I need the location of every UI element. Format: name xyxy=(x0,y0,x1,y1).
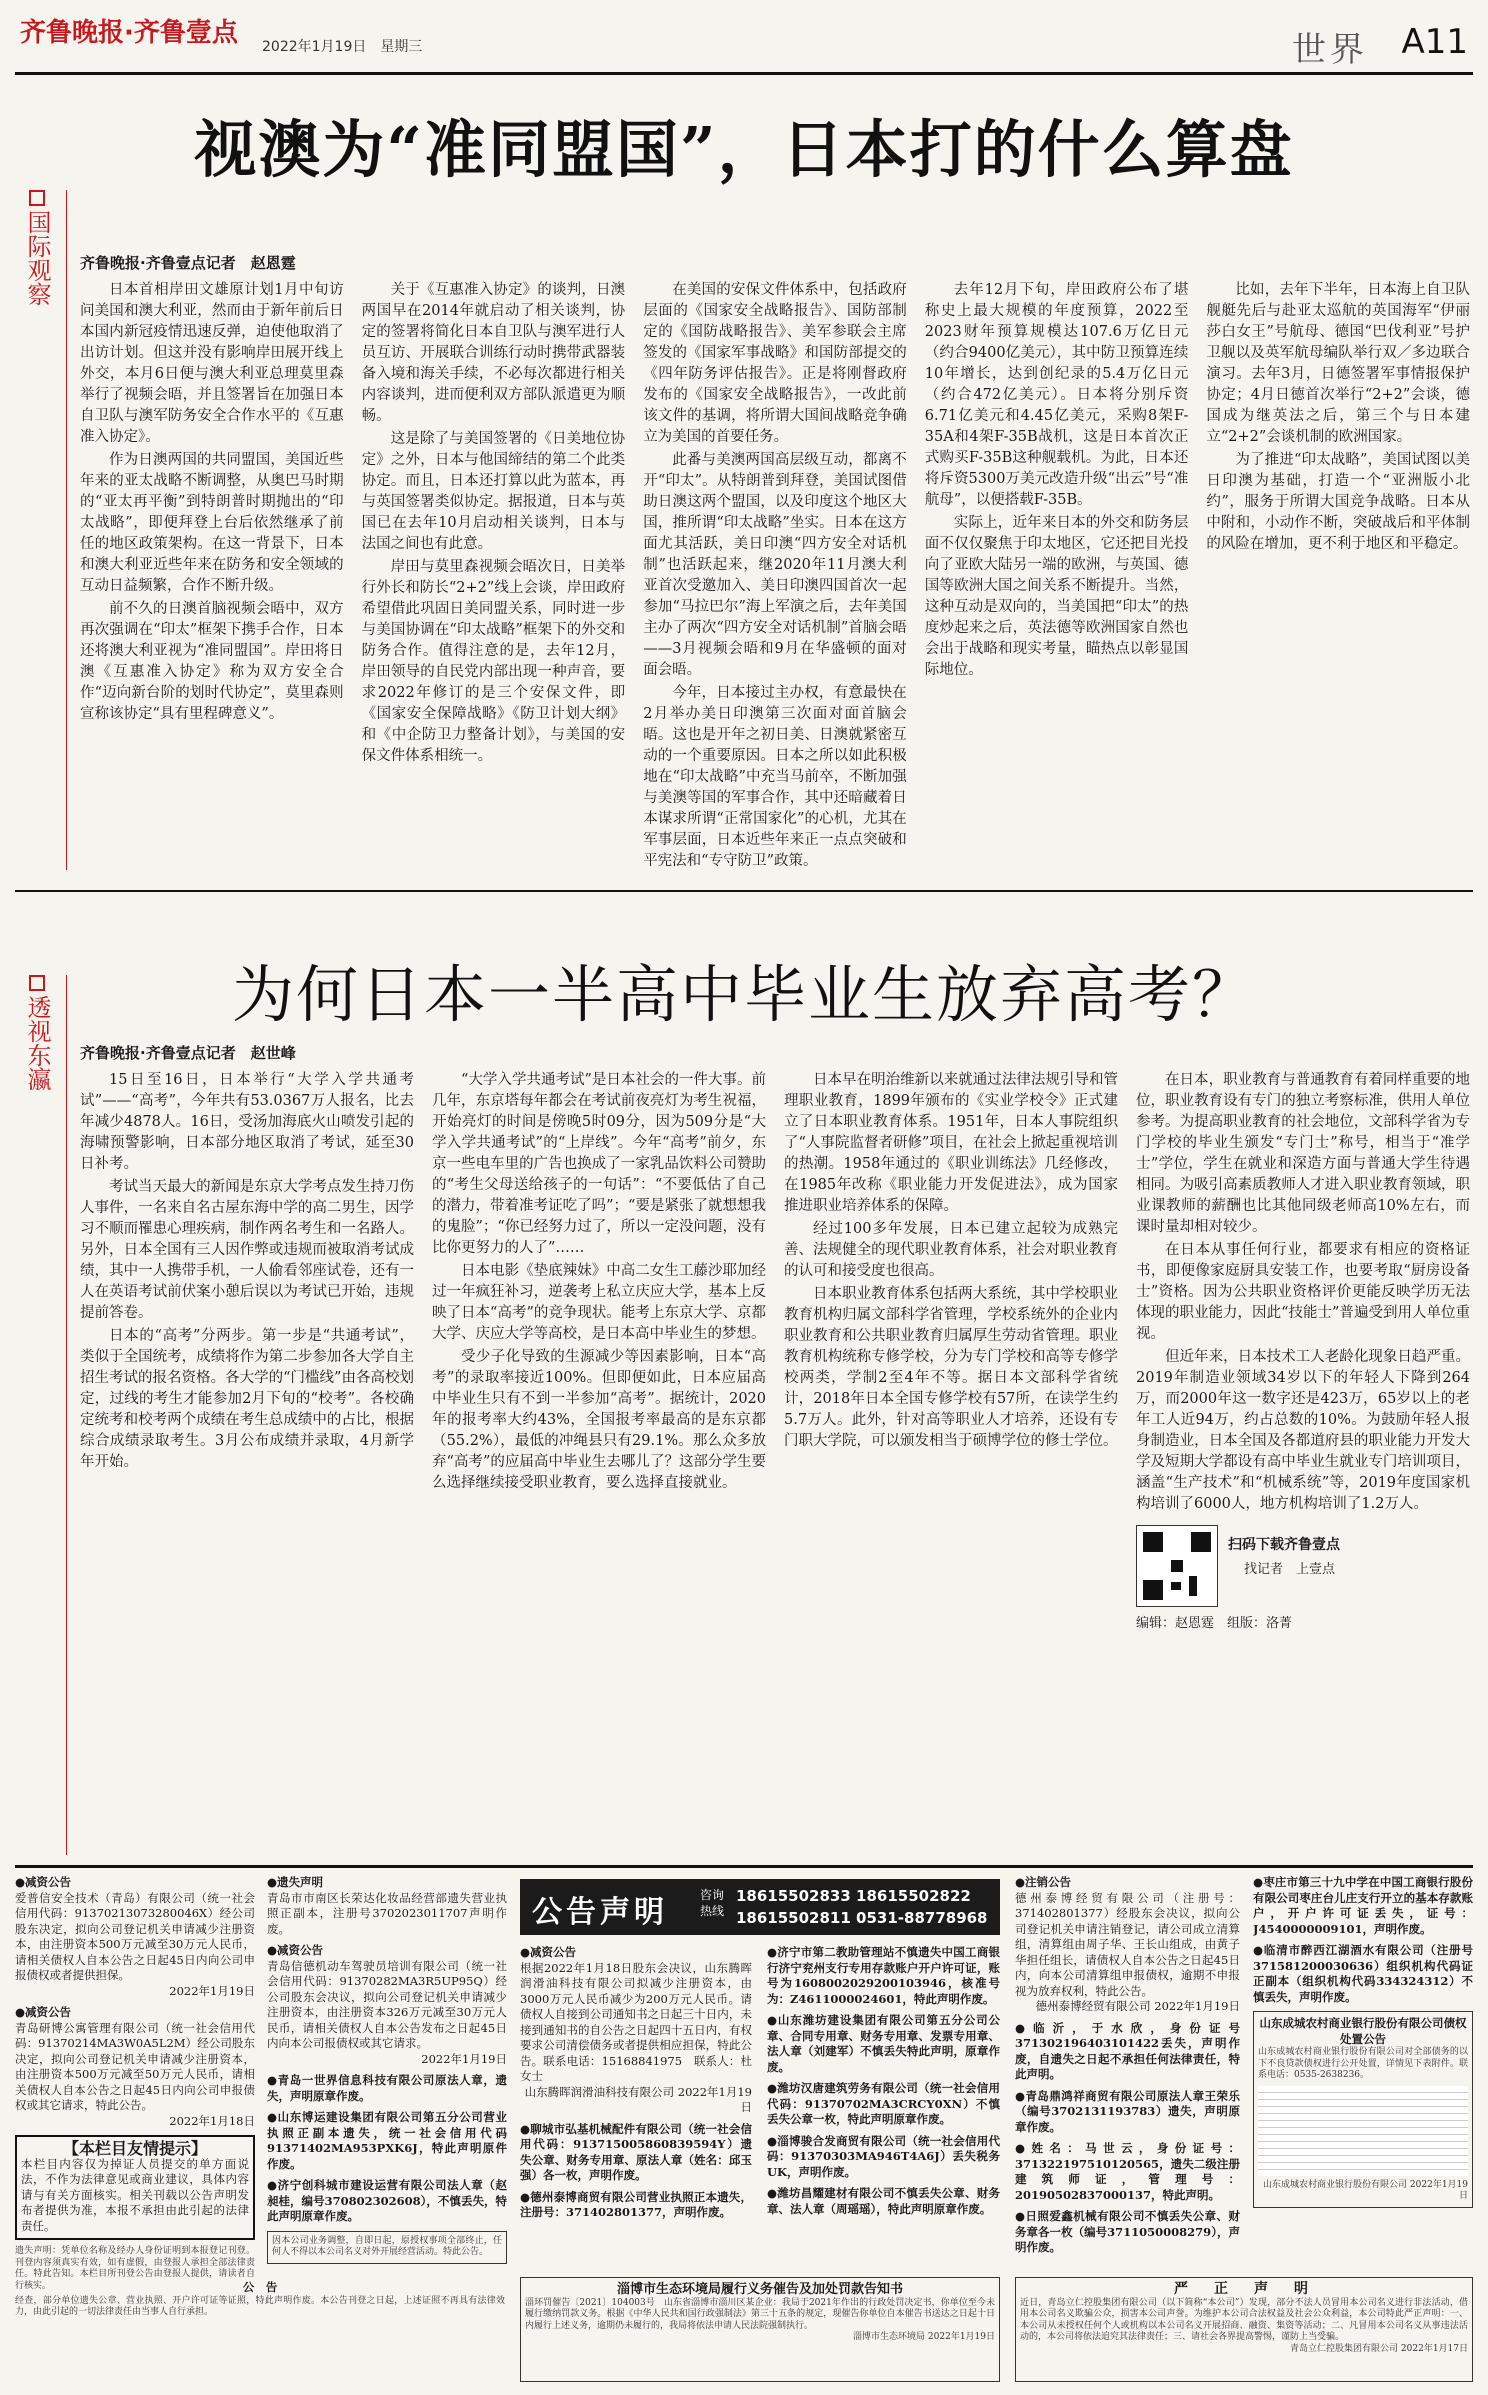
article1-byline: 齐鲁晚报·齐鲁壹点记者 赵恩霆 xyxy=(80,254,296,272)
article1-col-5 xyxy=(1206,280,1470,880)
paragraph: 日本的“高考”分两步。第一步是“共通考试”，类似于全国统考，成绩将作为第二步参加各大学自主招生考试的报名资格。各大学的“门槛线”由各高校划定，过线的考生才能参加2月下旬的“校考”。各校确定统考和校考两个成绩在考生总成绩中的占比，根据综合成绩录取考生。3月公布成绩并录取，4月新学年开始。 xyxy=(80,1328,414,1470)
qr-block xyxy=(1136,1521,1470,1631)
issue-date: 2022年1月19日 星期三 xyxy=(262,39,423,55)
lost-notices: 公 告 经查，部分单位遗失公章、营业执照、开户许可证等证照，特此声明作废。本公告刊登之日起，上述证照不再具有法律效力，由此引起的一切法律责任由当事人自行承担。 xyxy=(15,2280,505,2317)
qr-caption: 扫码下载齐鲁壹点 xyxy=(1228,1537,1340,1553)
notice: ●淄博骏合发商贸有限公司（统一社会信用代码：91370303MA946T4A6J）丢失税务UK，声明作废。 xyxy=(767,2133,1000,2179)
article2-tag: 透视东瀛 xyxy=(20,975,54,1091)
tag-square-icon xyxy=(29,975,45,991)
notice: ●姓名：马世云，身份证号：371322197510120565，遗失二级注册建筑师证，管理号：20190502837000137，特此声明。 xyxy=(1015,2141,1240,2202)
paragraph: 在日本从事任何行业，都要求有相应的资格证书，即便像家庭厨具安装工作，也要考取“厨房设备士”资格。因为公共职业资格评价更能反映学历无法体现的职业能力，因此“技能士”普遍受到用人单位重视。 xyxy=(1136,1242,1470,1342)
paragraph: 这是除了与美国签署的《日美地位协定》之外，日本与他国缔结的第二个此类协定。而且，日本还打算以此为蓝本，再与英国签署类似协定。据报道，日本与英国已在去年10月启动相关谈判，日本与法国之间也有此意。 xyxy=(361,431,626,552)
article-separator xyxy=(15,890,1473,892)
paragraph: 作为日澳两国的共同盟国，美国近些年来的亚太战略不断调整，从奥巴马时期的“亚太再平衡”到特朗普时期抛出的“印太战略”，即便拜登上台后依然继承了前任的地区政策架构。在这一背景下，日本和澳大利亚近些年来在防务和安全领域的互动日益频繁，合作不断升级。 xyxy=(80,452,344,594)
notice: ●注销公告 德州泰博经贸有限公司（注册号：371402801377）经股东会决议，拟向公司登记机关申请注销登记，请公司成立清算组，清算组由周子华、王长山组成，由黄子华担任组长，请债权人自本公告之日起45日内，向本公司清算组申报债权，逾期不申报视为放弃权利，特此公告。 德州泰博经贸有限公司 2022年1月19日 xyxy=(1015,1875,1240,2013)
paragraph: 在美国的安保文件体系中，包括政府层面的《国家安全战略报告》、国防部制定的《国防战略报告》、美军参联会主席签发的《国家军事战略》和国防部提交的《四年防务评估报告》。正是将刚督政府发布的《国家安全战略报告》，一改此前该文件的基调，将所谓大国间战略竞争确立为美国的首要任务。 xyxy=(643,282,907,445)
paragraph: 比如，去年下半年，日本海上自卫队舰艇先后与赴亚太巡航的英国海军“伊丽莎白女王”号航母、德国“巴伐利亚”号护卫舰以及英军航母编队举行双／多边联合演习。去年3月，日德签署军事情报保护协定；4月日德首次举行“2+2”会谈，德国成为继英法之后，第三个与日本建立“2+2”会谈机制的欧洲国家。 xyxy=(1206,282,1470,445)
article2-byline: 齐鲁晚报·齐鲁壹点记者 赵世峰 xyxy=(80,1044,296,1062)
notice: ●遗失声明 青岛市市南区长荣达化妆品经营部遗失营业执照正副本，注册号3702023011707声明作废。 xyxy=(267,1875,507,1936)
notice: ●减资公告 青岛信德机动车驾驶员培训有限公司（统一社会信用代码：91370282MA3R5UP95Q）经公司股东会决议，拟向公司登记机关申请减少注册资本，由注册资本326万元减至30万元人民币，请相关债权人自本公告发布之日起45日内向本公司报债权或其它请求。 2022年1月19日 xyxy=(267,1943,507,2066)
notice: ●潍坊汉唐建筑劳务有限公司（统一社会信用代码：91370702MA3CRCY0XN）不慎丢失公章一枚，特此声明原章作废。 xyxy=(767,2081,1000,2126)
banner-label: 咨询 热线 xyxy=(700,1888,725,1918)
tag-square-icon xyxy=(29,190,45,206)
notices-col-4 xyxy=(767,1945,1000,2270)
page-number: A11 xyxy=(1401,22,1468,62)
bank-notice: 山东成城农村商业银行股份有限公司债权处置公告 山东成城农村商业银行股份有限公司对全部债务的以下不良贷款债权进行公开处置，详情见下表附件。联系电话：0535-2638236。 山东成城农村商业银行股份有限公司 2022年1月19日 xyxy=(1253,2011,1473,2208)
notice: ●山东潍坊建设集团有限公司第五分公司公章、合同专用章、财务专用章、发票专用章、法人章（刘建军）不慎丢失特此声明，原章作废。 xyxy=(767,2013,1000,2074)
paragraph: 为了推进“印太战略”，美国试图以美日印澳为基础，打造一个“亚洲版小北约”，服务于所谓大国竞争战略。日本从中附和，小动作不断，突破战后和平体制的风险在增加，更不利于地区和平稳定。 xyxy=(1206,452,1470,552)
section-name: 世界 xyxy=(1292,30,1368,70)
masthead-rule xyxy=(15,72,1473,75)
paragraph: 前不久的日澳首脑视频会晤中，双方再次强调在“印太”框架下携手合作，日本还将澳大利亚视为“准同盟国”。岸田将日澳《互惠准入协定》称为双方安全合作“迈向新台阶的划时代协定”，莫里森则宣称该协定“具有里程碑意义”。 xyxy=(80,601,344,722)
paragraph: 实际上，近年来日本的外交和防务层面不仅仅聚焦于印太地区，它还把目光投向了亚欧大陆另一端的欧洲，与英国、德国等欧洲大国之间关系不断提升。当然，这种互动是双向的，当美国把“印太”的热度炒起来之后，英法德等欧洲国家自然也会出于战略和现实考量，瞄热点以彰显国际地位。 xyxy=(924,515,1189,678)
ads-separator xyxy=(15,1865,1473,1868)
notice: ●聊城市弘基机械配件有限公司（统一社会信用代码：913715005860839594Y）遗失公章、财务专用章、原法人章（姓名：邱玉强）各一枚，声明作废。 xyxy=(520,2121,752,2182)
article2-headline: 为何日本一半高中毕业生放弃高考？ xyxy=(231,958,1256,1031)
paragraph: 去年12月下旬，岸田政府公布了堪称史上最大规模的年度预算，2022至2023财年预算规模达107.6万亿日元（约合9400亿美元），其中防卫预算连续10年增长，达到创纪录的5.4万亿日元（约合472亿美元）。日本将分别斥资6.71亿美元和4.45亿美元，采购8架F-35A和4架F-35B战机，这是日本首次正式购买F-35B这种舰载机。为此，日本还将斥资5300万美元改造升级“出云”号“准航母”，以便搭载F-35B。 xyxy=(924,282,1189,508)
article1-tag: 国际观察 xyxy=(20,190,54,306)
paragraph: 今年，日本接过主办权，有意最快在2月举办美日印澳第三次面对面首脑会晤。这也是开年之初日美、日澳就紧密互动的一个重要原因。日本之所以如此积极地在“印太战略”中充当马前卒，不断加强与美澳等国的军事合作，其中还暗藏着日本谋求所谓“正常国家化”的心机，尤其在军事层面，日本近些年来正一点点突破和平宪法和“专守防卫”政策。 xyxy=(643,685,907,869)
tag-line xyxy=(66,975,67,1855)
notice: ●济宁市第二教助管理站不慎遗失中国工商银行济宁兖州支行专用存款账户开户许可证，账号为1608002029200103946，核准号为：Z4611000024601，特此声明作废。 xyxy=(767,1945,1000,2006)
paragraph: 考试当天最大的新闻是东京大学考点发生持刀伤人事件，一名来自名古屋东海中学的高二男生，因学习不顺而罹患心理疾病，制作两名考生和一名路人。另外，日本全国有三人因作弊或违规而被取消考试成绩，其中一人携带手机，一人偷看邻座试卷，还有一人在英语考试前伏案小憩后误以为考试已开始，违规提前答卷。 xyxy=(80,1179,414,1321)
solemn-statement: 严 正 声 明 近日，青岛立仁控股集团有限公司（以下简称“本公司”）发现，部分不法人员冒用本公司名义进行非法活动，借用本公司名义欺骗公众，损害本公司声誉。为维护本公司合法权益及社会公众利益，本公司特此严正声明：一、本公司从未授权任何个人或机构以本公司名义开展招商、融资、集资等活动；二、凡冒用本公司名义从事违法活动的，本公司将依法追究其法律责任；三、请社会各界提高警惕，谨防上当受骗。 青岛立仁控股集团有限公司 2022年1月17日 xyxy=(1015,2277,1473,2382)
friendly-reminder-box: 【本栏目友情提示】 本栏目内容仅为掉证人员提交的单方面说法，不作为法律意见或商业建议，具体内容请与有关方面核实。相关刊载以公告声明发布者提供为准，本报不承担由此引起的法律责任。 xyxy=(15,2135,255,2240)
notice: ●青岛鼎鸿祥商贸有限公司原法人章王荣乐（编号3702131193783）遗失，声明原章作废。 xyxy=(1015,2088,1240,2134)
notice: ●青岛一世界信息科技有限公司原法人章，遗失，声明原章作废。 xyxy=(267,2073,507,2103)
notice: ●济宁创科城市建设运营有限公司法人章（赵昶桂，编号370802302608），不慎丢失，特此声明原章作废。 xyxy=(267,2178,507,2223)
paragraph: 日本职业教育体系包括两大系统，其中学校职业教育机构归属文部科学省管理，学校系统外的企业内职业教育和公共职业教育归属厚生劳动省管理。职业教育机构统称专修学校，分为专门学校和高等专修学校两类，学制2至4年不等。据日本文部科学省统计，2018年日本全国专修学校有57所，在读学生约5.7万人。此外，针对高等职业人才培养，还设有专门职大学院，可以颁发相当于硕博学位的修士学位。 xyxy=(784,1286,1118,1449)
notice: ●减资公告 青岛研博公寓管理有限公司（统一社会信用代码：91370214MA3W0A5L2M）经公司股东决定，拟向公司登记机关申请减少注册资本，由注册资本500万元减至50万元人民币，请相关债权人自本公告之日起45日内向公司申报债权或其它请求，特此公告。 2022年1月18日 xyxy=(15,2005,255,2128)
notices-col-5 xyxy=(1015,1875,1240,2270)
editors-line: 编辑：赵恩霆 组版：洛菁 xyxy=(1136,1616,1293,1631)
paragraph: 但近年来，日本技术工人老龄化现象日趋严重。2019年制造业领域34岁以下的年轻人下降到264万，而2000年这一数字还是423万，65岁以上的老年工人近94万，约占总数的10%。为鼓励年轻人报身制造业，日本全国及各都道府县的职业能力开发大学及短期大学都设有高中毕业生就业专门培训项目，涵盖“生产技术”和“机械系统”等，2019年度国家机构培训了6000人，地方机构培训了1.2万人。 xyxy=(1136,1349,1470,1512)
notice: ●临沂，于水欣，身份证号371302196403101422丢失，声明作废，自遗失之日起不承担任何法律责任，特此声明。 xyxy=(1015,2020,1240,2081)
article1-body xyxy=(80,280,1470,880)
notice: ●山东博运建设集团有限公司第五分公司营业执照正副本遗失，统一社会信用代码91371402MA953PXK6J，特此声明原件作废。 xyxy=(267,2110,507,2171)
notice: ●日照爱鑫机械有限公司不慎丢失公章、财务章各一枚（编号3711050008279），声明作废。 xyxy=(1015,2209,1240,2254)
banner-phones: 18615502833 18615502822 18615502811 0531-88778968 xyxy=(736,1887,988,1927)
misc-notice-right: 因本公司业务调整，自即日起，原授权事项全部终止，任何人不得以本公司名义对外开展经营活动。特此公告。 xyxy=(267,2231,507,2264)
paragraph: 此番与美澳两国高层级互动，都离不开“印太”。从特朗普到拜登，美国试图借助日澳这两个盟国，以及印度这个地区大国，推所谓“印太战略”坐实。日本在这方面尤其活跃，美日印澳“四方安全对话机制”也活跃起来，继2020年11月澳大利亚首次受邀加入、美日印澳四国首次一起参加“马拉巴尔”海上军演之后，去年美国主办了两次“四方安全对话机制”首脑会晤——3月视频会晤和9月在华盛顿的面对面会晤。 xyxy=(643,452,907,678)
notices-col-6 xyxy=(1253,1875,1473,2270)
ads-banner xyxy=(520,1879,1000,1935)
article1-col-2 xyxy=(362,280,626,880)
zibo-notice: 淄博市生态环境局履行义务催告及加处罚款告知书 淄环罚催告〔2021〕104003号 山东省淄博市淄川区某企业：我局于2021年作出的行政处罚决定书，你单位至今未履行缴纳罚款义务。根据《中华人民共和国行政强制法》第三十五条的规定，现催告你单位自本催告书送达之日起十日内履行上述义务，逾期仍未履行的，我局将依法申请人民法院强制执行。 淄博市生态环境局 2022年1月19日 xyxy=(520,2277,1000,2382)
article1-col-4 xyxy=(925,280,1189,880)
tag-line xyxy=(66,190,67,870)
notice: ●枣庄市第三十九中学在中国工商银行股份有限公司枣庄台儿庄支行开立的基本存款账户，开户许可证丢失，证号：J4540000009101，声明作废。 xyxy=(1253,1875,1473,1936)
notices-section xyxy=(15,1875,1473,2383)
paragraph: 岸田与莫里森视频会晤次日，日美举行外长和防长“2+2”线上会谈，岸田政府希望借此巩固日美同盟关系，同时进一步与美国协调在“印太战略”框架下的外交和防务合作。值得注意的是，去年12月，岸田领导的自民党内部出现一种声音，要求2022年修订的是三个安保文件，即《国家安全保障战略》《防卫计划大纲》和《中企防卫力整备计划》，与美国的安保文件体系相统一。 xyxy=(361,559,626,764)
paragraph: 15日至16日，日本举行“大学入学共通考试”——“高考”，今年共有53.0367万人报名，比去年减少4878人。16日，受汤加海底火山喷发引起的海啸预警影响，日本部分地区取消了考试，延至30日补考。 xyxy=(80,1072,414,1172)
notice: ●潍坊昌耀建材有限公司不慎丢失公章、财务章、法人章（周瑶瑶），特此声明原章作废。 xyxy=(767,2186,1000,2216)
paragraph: 经过100多年发展，日本已建立起较为成熟完善、法规健全的现代职业教育体系，社会对职业教育的认可和接受度也很高。 xyxy=(784,1221,1118,1279)
qr-subcaption: 找记者 上壹点 xyxy=(1244,1562,1336,1577)
paragraph: 日本首相岸田文雄原计划1月中旬访问美国和澳大利亚，然而由于新年前后日本国内新冠疫情迅速反弹，迫使他取消了出访计划。但这并没有影响岸田展开线上外交，本月6日便与澳大利亚总理莫里森举行了视频会晤，并且签署旨在加强日本自卫队与澳军防务安全合作水平的《互惠准入协定》。 xyxy=(80,282,344,445)
notice: ●临清市醉西江湖酒水有限公司（注册号371581200030636）组织机构代码证正副本（组织机构代码334324312）不慎丢失，声明作废。 xyxy=(1253,1943,1473,2004)
paragraph: 受少子化导致的生源减少等因素影响，日本“高考”的录取率接近100%。但即便如此，日本应届高中毕业生只有不到一半参加“高考”。据统计，2020年的报考率大约43%，全国报考率最高的是东京都（55.2%），最低的冲绳县只有29.1%。那么众多放弃“高考”的应届高中毕业生去哪儿了？这部分学生要么选择继续接受职业教育，要么选择直接就业。 xyxy=(432,1349,766,1491)
newspaper-logo: 齐鲁晚报·齐鲁壹点 xyxy=(20,18,238,48)
article1-col-3 xyxy=(643,280,907,880)
bank-table xyxy=(1258,2086,1468,2176)
misc-notice-left: 遗失声明：凭单位名称及经办人身份证明到本报登记刊登。刊登内容须真实有效，如有虚假，由登报人承担全部法律责任。特此告知。本栏目所刊登公告由登报人提供，请读者自行核实。 xyxy=(15,2246,255,2291)
notice: ●德州泰博商贸有限公司营业执照正本遗失，注册号：371402801377，声明作废。 xyxy=(520,2189,752,2219)
paragraph: 日本早在明治维新以来就通过法律法规引导和管理职业教育，1899年颁布的《实业学校令》正式建立了日本职业教育体系。1951年，日本人事院组织了“人事院监督者研修”项目，在社会上掀起重视培训的热潮。1958年通过的《职业训练法》几经修改，在1985年改称《职业能力开发促进法》，成为国家推进职业培养体系的保障。 xyxy=(784,1072,1118,1214)
paragraph: “大学入学共通考试”是日本社会的一件大事。前几年，东京塔每年都会在考试前夜亮灯为考生祝福，开始亮灯的时间是傍晚5时09分，因为509分是“大学入学共通考试”的“上岸线”。今年“高考”前夕，东京一些电车里的广告也换成了一家乳品饮料公司赞助的“考生父母送给孩子的一句话”：“不要低估了自己的潜力，带着准考证吃了吗”；“要是紧张了就想想我的鬼脸”；“你已经努力过了，所以一定没问题，没有比你更努力的人了”…… xyxy=(432,1072,766,1256)
qr-code-icon[interactable] xyxy=(1136,1525,1218,1607)
article1-headline: 视澳为“准同盟国”，日本打的什么算盘 xyxy=(194,113,1294,186)
masthead xyxy=(0,0,1488,70)
paragraph: 关于《互惠准入协定》的谈判，日澳两国早在2014年就启动了相关谈判，协定的签署将简化日本自卫队与澳军进行人员互访、开展联合训练行动时携带武器装备入境和海关手续，不必每次都进行相关内容谈判，进而便利双方部队派遣更为顺畅。 xyxy=(361,282,626,424)
article2-col-4 xyxy=(1136,1070,1470,1860)
paragraph: 在日本，职业教育与普通教育有着同样重要的地位，职业教育设有专门的独立考察标准，供用人单位参考。为提高职业教育的社会地位，文部科学省为专门学校的毕业生颁发“专门士”称号，相当于“准学士”学位，学生在就业和深造方面与普通大学生待遇相同。为吸引高素质教师人才进入职业教育领域，职业课教师的薪酬也比其他同级老师高10%左右，而课时量却相对较少。 xyxy=(1136,1072,1470,1235)
article1-col-1 xyxy=(80,280,344,880)
paragraph: 日本电影《垫底辣妹》中高二女生工藤沙耶加经过一年疯狂补习，逆袭考上私立庆应大学，基本上反映了日本“高考”的竞争现状。能考上东京大学、京都大学、庆应大学等高校，是日本高中毕业生的梦想。 xyxy=(432,1263,766,1342)
article2-col-3 xyxy=(784,1070,1118,1860)
article2-col-1 xyxy=(80,1070,414,1860)
article2-body xyxy=(80,1070,1470,1860)
banner-title: 公告声明 xyxy=(532,1895,668,1930)
notice: ●减资公告 根据2022年1月18日股东会决议，山东腾晖润滑油科技有限公司拟减少注册资本，由3000万元人民币减少为200万元人民币。请债权人自接到公司通知书之日起三十日内，未接到通知书的自公告之日起四十五日内，有权要求公司清偿债务或者提供相应担保，特此公告。联系电话：15168841975 联系人：杜女士 山东腾晖润滑油科技有限公司 2022年1月19日 xyxy=(520,1945,752,2114)
article2-col-2 xyxy=(432,1070,766,1860)
notices-col-3 xyxy=(520,1945,752,2270)
notice: ●减资公告 爱普信安全技术（青岛）有限公司（统一社会信用代码：91370213073280046X）经公司股东决定，拟向公司登记机关申请减少注册资本，由注册资本500万元减至30万元人民币，请相关债权人自本公告之日起45日内向公司申报债权或者提供担保。 2022年1月19日 xyxy=(15,1875,255,1998)
